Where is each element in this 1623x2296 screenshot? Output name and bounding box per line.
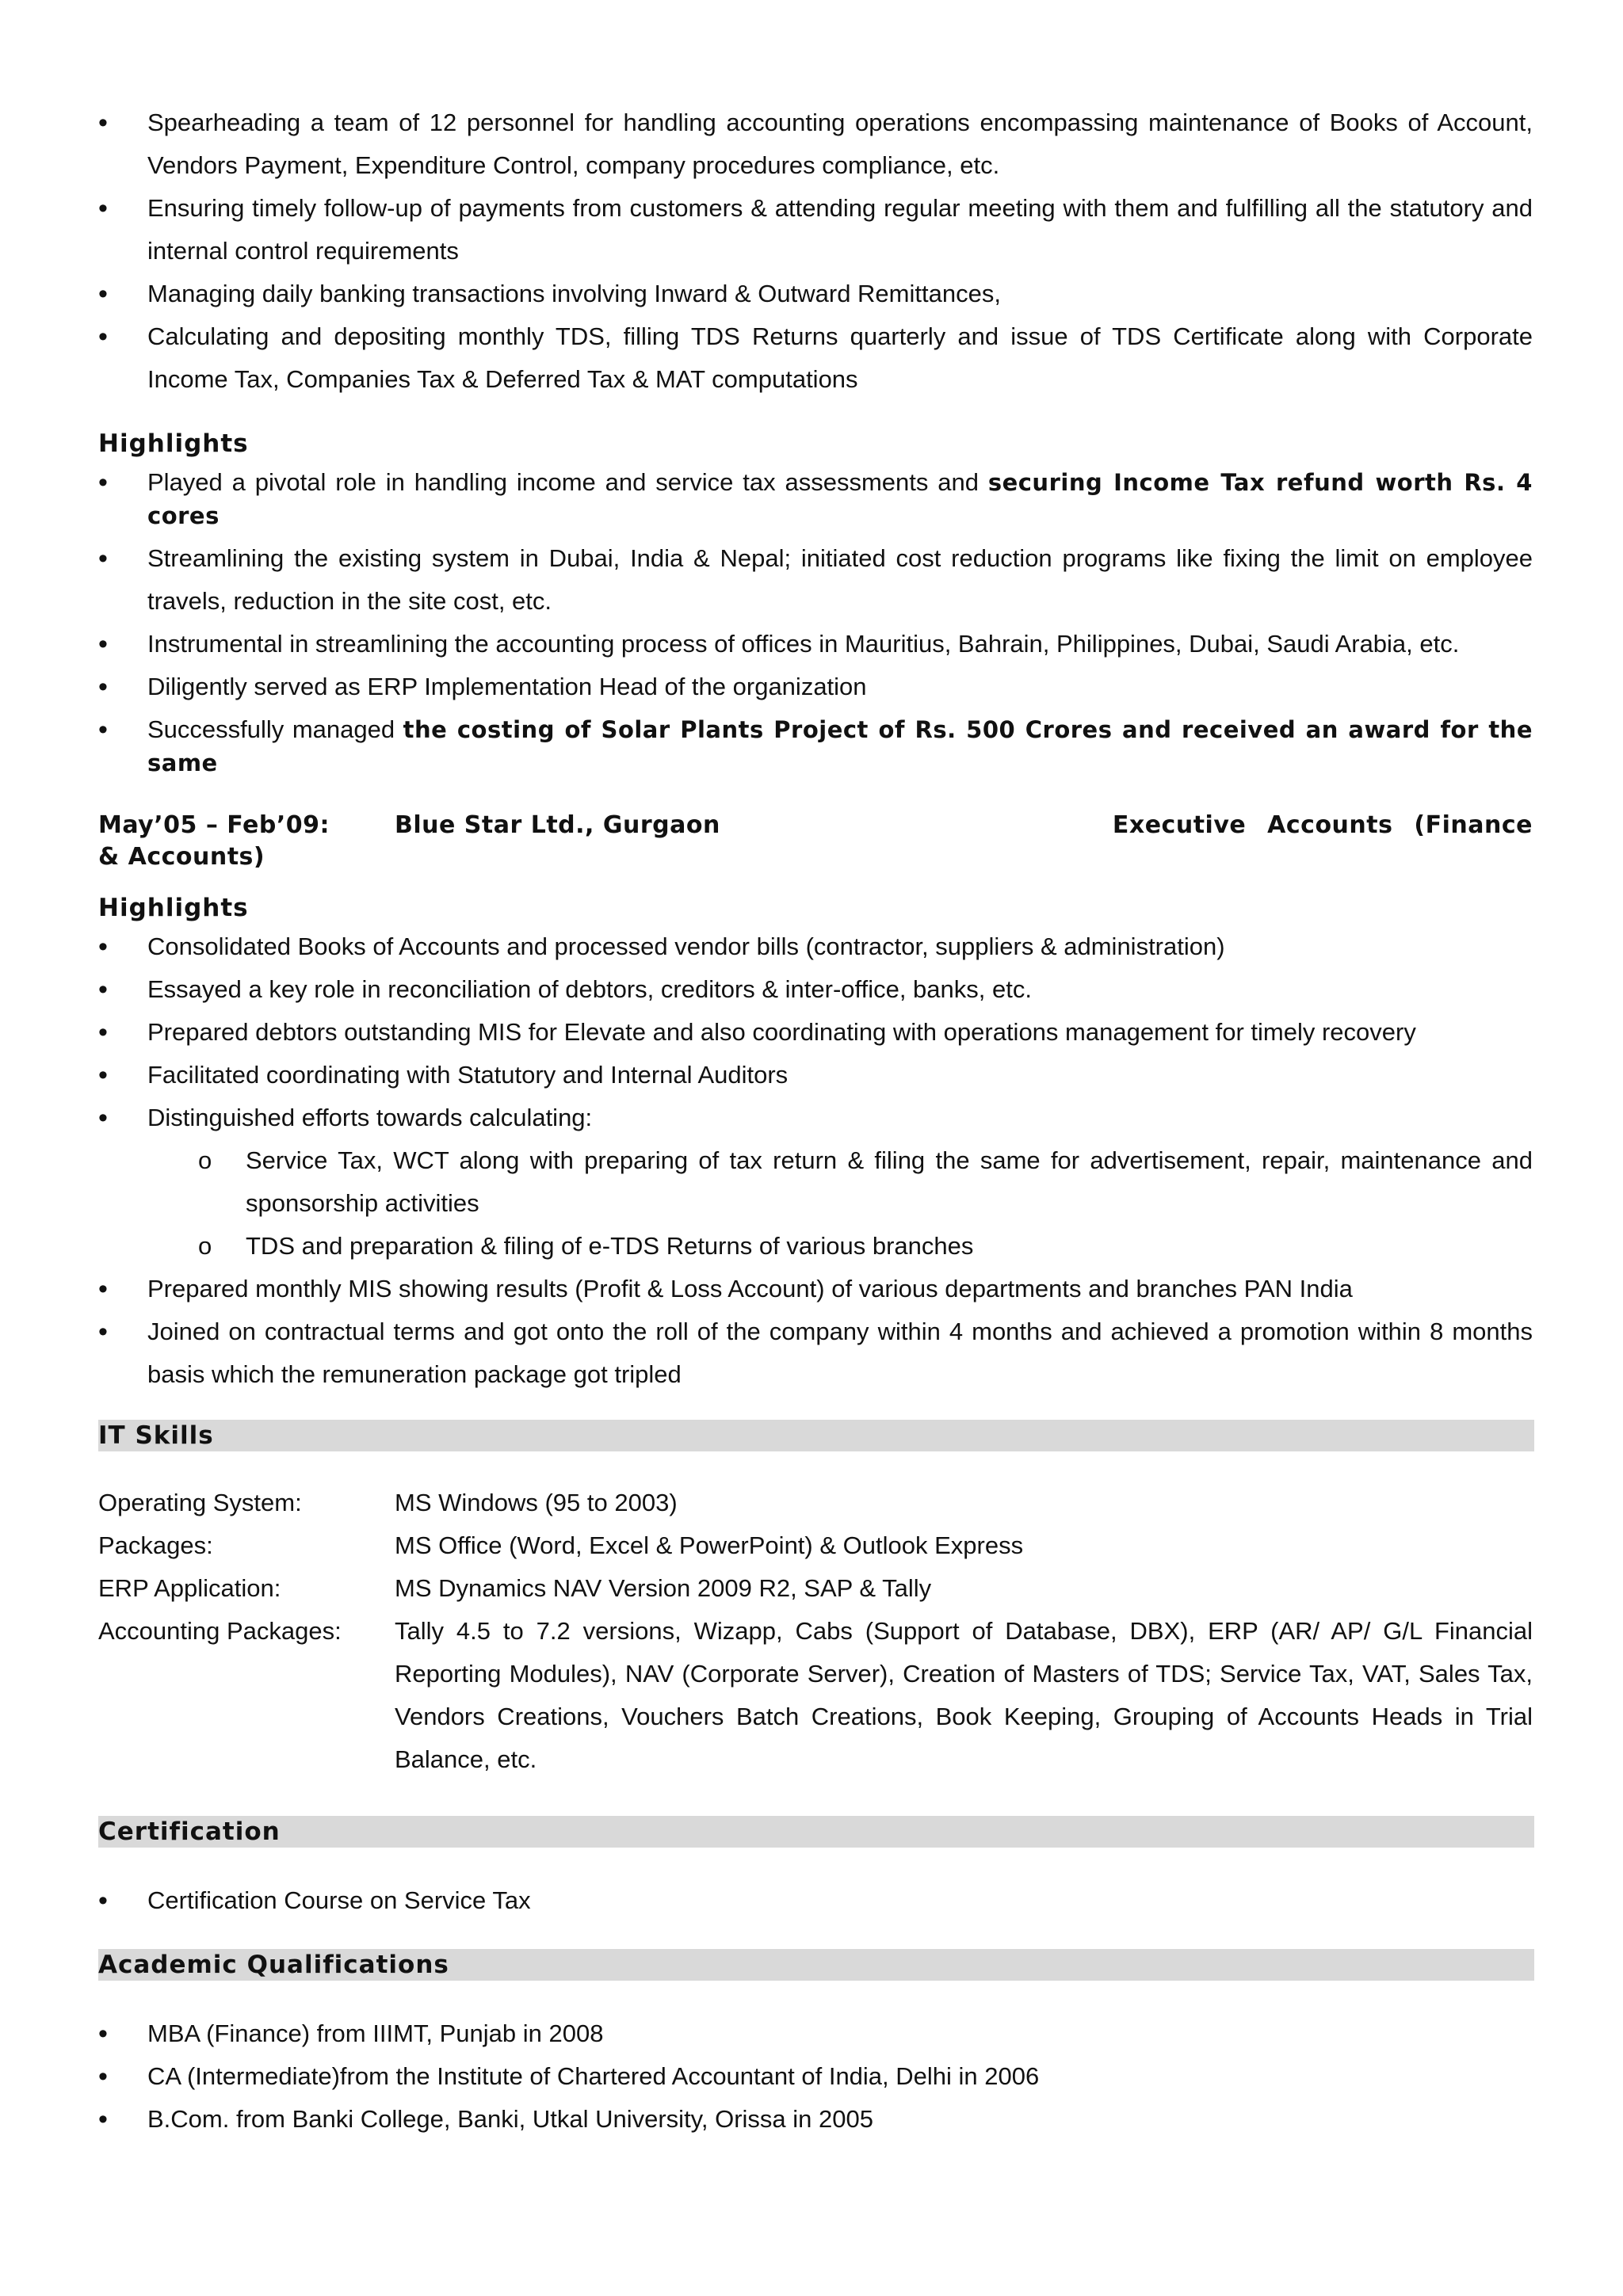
resume-page [98, 101, 1533, 2141]
skill-label: Packages: [98, 1531, 213, 1559]
list-item: • B.Com. from Banki College, Banki, Utkal University, Orissa in 2005 [98, 2098, 1533, 2141]
skill-value: MS Office (Word, Excel & PowerPoint) & Outlook Express [395, 1531, 1024, 1559]
bullet-emphasis: the costing of Solar Plants Project of Rs. 500 Crores and received an award for the same [147, 716, 1533, 776]
skill-value: MS Windows (95 to 2003) [395, 1489, 678, 1516]
list-item: • Diligently served as ERP Implementation Head of the organization [98, 666, 1533, 708]
highlights-list [98, 466, 1533, 780]
academics-list [98, 2012, 1533, 2141]
job-role-continued: & Accounts) [98, 843, 265, 871]
job-role: Executive Accounts (Finance [1112, 811, 1533, 839]
list-item: • Calculating and depositing monthly TDS, filling TDS Returns quarterly and issue of TDS Certificate along with Corporate Income Tax, Companies Tax & Deferred Tax & MAT computations [98, 315, 1533, 401]
list-item: • CA (Intermediate)from the Institute of Chartered Accountant of India, Delhi in 2006 [98, 2055, 1533, 2098]
section-header-certification: Certification [98, 1816, 1534, 1848]
list-item: • Streamlining the existing system in Dubai, India & Nepal; initiated cost reduction programs like fixing the limit on employee travels, reduction in the site cost, etc. [98, 537, 1533, 623]
skill-row [98, 1482, 1533, 1524]
list-item: • Consolidated Books of Accounts and processed vendor bills (contractor, suppliers & administration) [98, 925, 1533, 968]
list-item: • Certification Course on Service Tax [98, 1879, 1533, 1922]
list-item: • Distinguished efforts towards calculating: [98, 1097, 1533, 1139]
list-item: • Prepared debtors outstanding MIS for Elevate and also coordinating with operations management for timely recovery [98, 1011, 1533, 1054]
sub-list-item: o Service Tax, WCT along with preparing of tax return & filing the same for advertisement, repair, maintenance and sponsorship activities [98, 1139, 1533, 1225]
list-item [98, 713, 1533, 780]
list-item: • MBA (Finance) from IIIMT, Punjab in 2008 [98, 2012, 1533, 2055]
skill-row [98, 1610, 1533, 1781]
responsibilities-list [98, 101, 1533, 401]
bullet-emphasis: securing Income Tax refund worth Rs. 4 cores [147, 469, 1533, 529]
job-dates: May’05 – Feb’09: [98, 811, 330, 839]
skill-value: Tally 4.5 to 7.2 versions, Wizapp, Cabs (Support of Database, DBX), ERP (AR/ AP/ G/L Financial Reporting Modules), NAV (Corporate Server), Creation of Masters of TDS; Service Tax, VAT, Sales Tax, Vendors Creations, Vouchers Batch Creations, Book Keeping, Grouping of Accounts Heads in Trial Balance, etc. [395, 1617, 1533, 1773]
highlights-heading: Highlights [98, 429, 249, 458]
bullet-text: Successfully managed [147, 715, 403, 743]
section-header-academics: Academic Qualifications [98, 1949, 1534, 1981]
list-item: • Essayed a key role in reconciliation of debtors, creditors & inter-office, banks, etc. [98, 968, 1533, 1011]
skill-row [98, 1524, 1533, 1567]
list-item: • Joined on contractual terms and got onto the roll of the company within 4 months and achieved a promotion within 8 months basis which the remuneration package got tripled [98, 1310, 1533, 1396]
bullet-text: Played a pivotal role in handling income and service tax assessments and [147, 468, 988, 496]
job-header [98, 810, 1533, 873]
job-company: Blue Star Ltd., Gurgaon [395, 811, 720, 839]
skill-label: Accounting Packages: [98, 1617, 342, 1645]
list-item: • Ensuring timely follow-up of payments from customers & attending regular meeting with them and fulfilling all the statutory and internal control requirements [98, 187, 1533, 273]
list-item: • Prepared monthly MIS showing results (Profit & Loss Account) of various departments and branches PAN India [98, 1268, 1533, 1310]
list-item [98, 466, 1533, 532]
list-item: • Managing daily banking transactions involving Inward & Outward Remittances, [98, 273, 1533, 315]
skill-label: Operating System: [98, 1489, 302, 1516]
it-skills-table [98, 1482, 1533, 1781]
list-item: • Facilitated coordinating with Statutory and Internal Auditors [98, 1054, 1533, 1097]
certification-list [98, 1879, 1533, 1922]
section-header-it-skills: IT Skills [98, 1420, 1534, 1451]
skill-label: ERP Application: [98, 1574, 281, 1602]
list-item: • Spearheading a team of 12 personnel for handling accounting operations encompassing maintenance of Books of Account, Vendors Payment, Expenditure Control, company procedures compliance, etc. [98, 101, 1533, 187]
skill-value: MS Dynamics NAV Version 2009 R2, SAP & Tally [395, 1574, 932, 1602]
sub-list-item: o TDS and preparation & filing of e-TDS Returns of various branches [98, 1225, 1533, 1268]
list-item: • Instrumental in streamlining the accounting process of offices in Mauritius, Bahrain, Philippines, Dubai, Saudi Arabia, etc. [98, 623, 1533, 666]
highlights-heading: Highlights [98, 894, 249, 922]
skill-row [98, 1567, 1533, 1610]
highlights-list [98, 925, 1533, 1396]
